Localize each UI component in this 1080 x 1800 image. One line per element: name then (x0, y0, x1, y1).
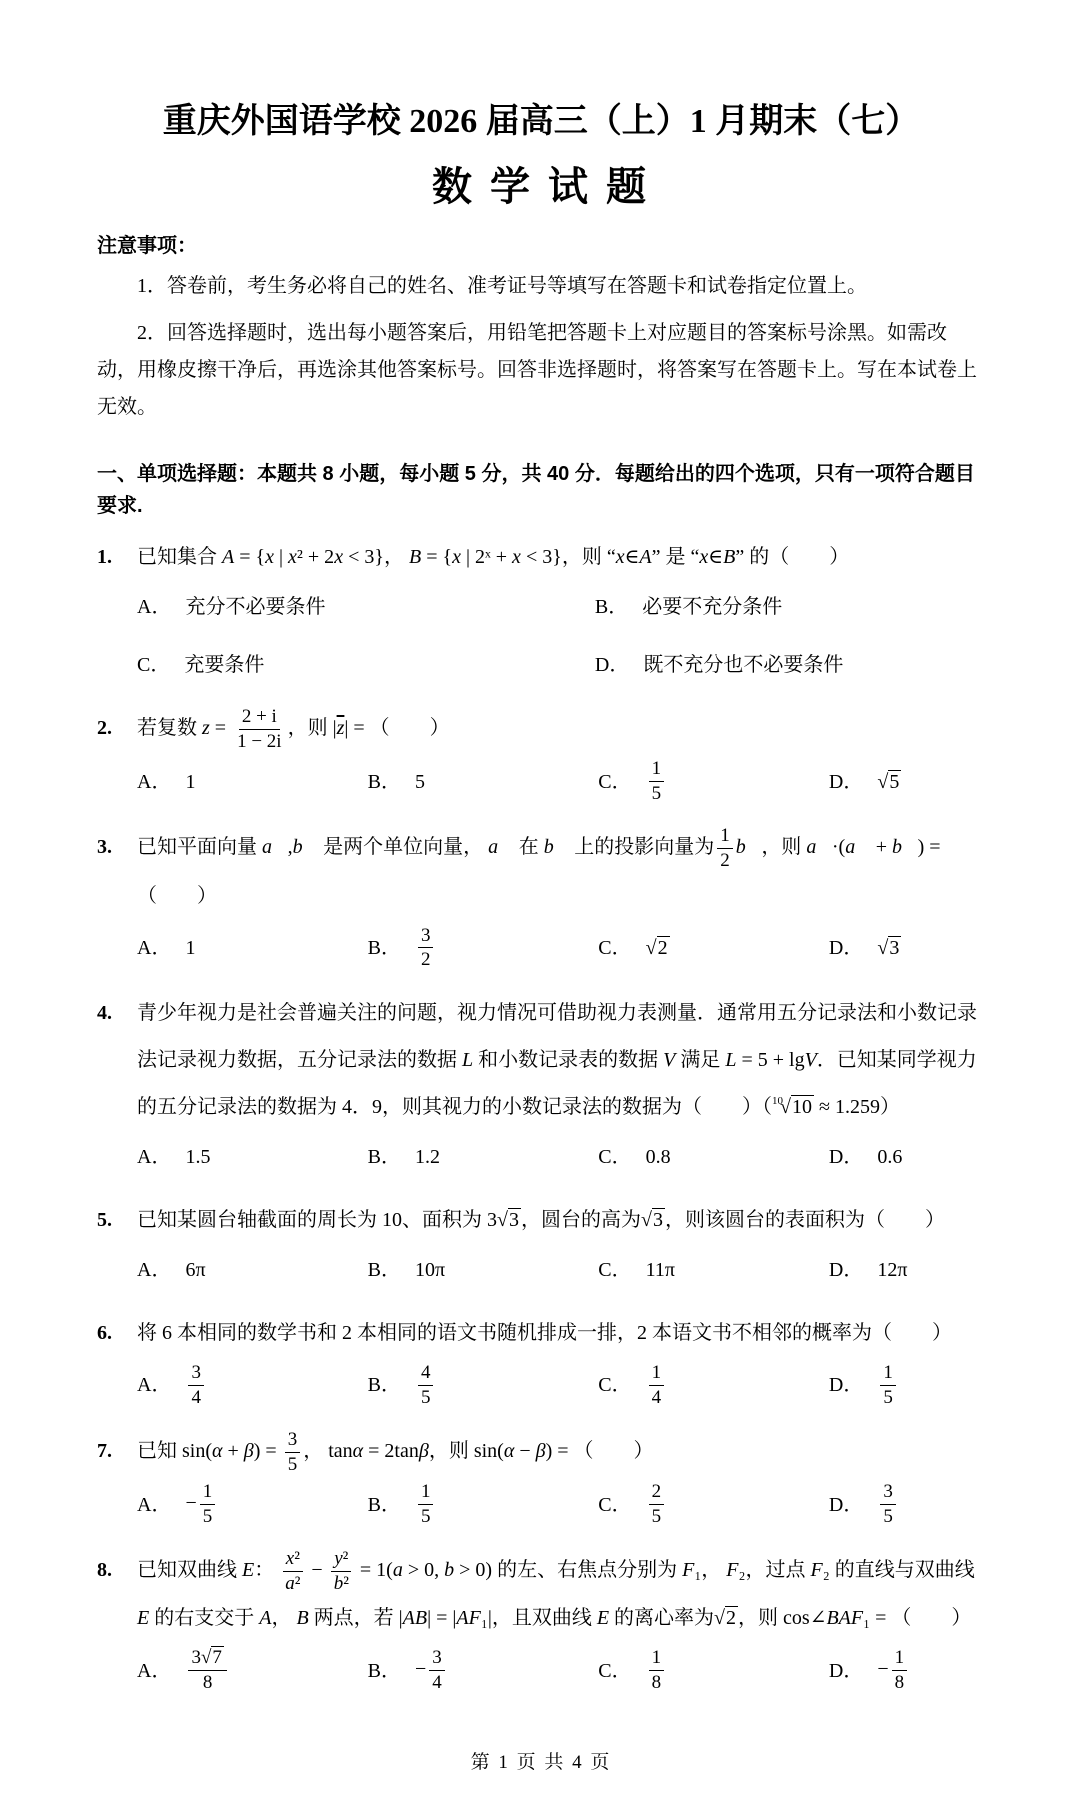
math-variable: AF (456, 1607, 481, 1630)
fraction-denominator: 4 (432, 1672, 442, 1694)
option-value (646, 1480, 668, 1529)
option-A (137, 1480, 368, 1529)
option-value (877, 926, 901, 970)
fraction-denominator: 5 (287, 1453, 298, 1475)
radical-sign: √ (877, 936, 889, 959)
option-label: C． (137, 653, 171, 676)
question-number: 7. (97, 1439, 112, 1462)
options-row (137, 1480, 985, 1529)
option-label: A． (137, 1493, 172, 1516)
option-B (368, 1135, 599, 1179)
notice-item-1: 1．答卷前，考生务必将自己的姓名、准考证号等填写在答题卡和试卷指定位置上。 (137, 274, 867, 297)
question-body (137, 534, 985, 697)
option-value: 既不充分也不必要条件 (643, 653, 844, 676)
radicand: 2 (726, 1607, 737, 1630)
fraction-numerator: 3 (880, 1480, 896, 1505)
math-variable: F (682, 1558, 695, 1581)
math-variable: α (212, 1439, 223, 1462)
fraction (649, 1646, 665, 1695)
question-2 (97, 705, 985, 816)
option-value (646, 1361, 668, 1410)
radicand: 3 (889, 936, 900, 959)
option-A (137, 1361, 368, 1410)
math-variable: E (242, 1558, 255, 1581)
option-B (368, 924, 599, 973)
radicand: 3 (652, 1209, 663, 1232)
option-A (137, 926, 368, 970)
fraction-numerator: 1 (649, 1361, 665, 1386)
option-value (415, 1361, 437, 1410)
option-label: C． (598, 1146, 632, 1169)
option-label: A． (137, 1259, 172, 1282)
option-label: D． (828, 1374, 864, 1397)
option-value: 1.2 (414, 1146, 440, 1169)
radical-sign: √ (200, 1647, 212, 1669)
math-variable: a⃗ (488, 835, 514, 858)
math-variable: a (285, 1572, 295, 1594)
option-label: C． (598, 1374, 632, 1397)
radical-index: 10 (772, 1095, 783, 1108)
radical-sign: √ (497, 1209, 508, 1232)
math-variable: V (663, 1049, 676, 1072)
math-variable: β (243, 1439, 254, 1462)
fraction-numerator: 1 (649, 1646, 665, 1671)
radical (641, 1209, 665, 1231)
fraction (418, 1361, 434, 1410)
question-8 (97, 1547, 985, 1705)
fraction (649, 1480, 665, 1529)
fraction (285, 1428, 301, 1477)
option-D (829, 1135, 985, 1179)
radical (646, 937, 670, 959)
fraction (234, 705, 285, 754)
math-variable: x (265, 545, 274, 568)
option-D (829, 1248, 985, 1292)
math-variable: β (535, 1439, 546, 1462)
question-stem: 青少年视力是社会普遍关注的问题，视力情况可借助视力表测量．通常用五分记录法和小数记录法记录视力数据，五分记录法的数据 L 和小数记录表的数据 V 满足 L = 5 + lgV．已知某同学视力的五分记录法的数据为 4．9，则其视力的小数记录法的数据为（ ）（$^{10}$√10 ≈ 1.259） (137, 990, 985, 1131)
option-C (598, 926, 829, 970)
option-value (415, 924, 437, 973)
fraction-numerator: 1 (649, 757, 665, 782)
question-number: 8. (97, 1558, 112, 1581)
fraction-numerator: 2 + i (239, 705, 280, 730)
math-variable: B (408, 545, 422, 568)
math-variable: BAF (826, 1607, 864, 1630)
fraction-denominator: 5 (420, 1506, 431, 1528)
question-body (137, 1428, 985, 1539)
math-variable: b⃗ (892, 835, 918, 858)
math-variable: A (222, 545, 235, 568)
option-A (137, 585, 595, 629)
math-variable: L (725, 1049, 737, 1072)
math-variable: a⃗ (806, 835, 832, 858)
radical (714, 1607, 738, 1629)
question-stem: 已知 sin(α + β) = $\frac{3}{5}$ ， tanα = 2tanβ，则 sin(α − β) = （ ） (137, 1428, 654, 1475)
options-row (137, 585, 985, 687)
option-value: 0.6 (877, 1146, 903, 1169)
option-value: 充分不必要条件 (185, 595, 326, 618)
fraction-denominator: 4 (651, 1386, 662, 1408)
fraction-denominator: 8 (651, 1672, 662, 1694)
math-variable: B (296, 1607, 309, 1630)
radicand: 10 (791, 1096, 812, 1119)
option-value: − $\frac{1}{8}$ (877, 1646, 910, 1695)
option-D (829, 926, 985, 970)
page-footer: 第 1 页 共 4 页 (470, 1751, 612, 1773)
fraction (418, 1480, 434, 1529)
option-label: D． (828, 936, 864, 959)
math-variable: A (639, 545, 652, 568)
option-value: 6π (185, 1259, 206, 1282)
math-variable: x (512, 545, 521, 568)
option-value (646, 757, 668, 806)
option-label: A． (137, 1146, 172, 1169)
fraction (892, 1646, 908, 1695)
radicand: 2 (657, 936, 668, 959)
math-variable: V (804, 1049, 817, 1072)
option-value (185, 1646, 229, 1695)
fraction-numerator: 1 (717, 824, 733, 849)
option-label: B． (594, 595, 629, 618)
option-label: A． (137, 1374, 172, 1397)
option-B (368, 1361, 599, 1410)
option-B (368, 1480, 599, 1529)
radical (877, 937, 901, 959)
fraction-numerator: 3 (188, 1361, 204, 1386)
math-variable: A (259, 1607, 272, 1630)
fraction-denominator: 5 (651, 1506, 662, 1528)
option-C (598, 757, 829, 806)
option-value (185, 1361, 207, 1410)
option-label: B． (367, 1146, 401, 1169)
question-number: 3. (97, 835, 112, 858)
option-value: 11π (645, 1259, 675, 1282)
radical-sign: √ (645, 936, 657, 959)
options-row (137, 1361, 985, 1410)
option-value: 0.8 (645, 1146, 671, 1169)
question-number: 1. (97, 545, 112, 568)
options-row (137, 1646, 985, 1695)
fraction-denominator: 5 (651, 783, 662, 805)
fraction-denominator: 8 (202, 1672, 213, 1694)
fraction (200, 1480, 216, 1529)
option-value (877, 1361, 899, 1410)
option-value (877, 760, 901, 804)
radical-sign: √ (877, 770, 889, 793)
option-label: B． (367, 936, 401, 959)
math-variable: F (726, 1558, 739, 1581)
math-variable: L (462, 1049, 474, 1072)
option-label: D． (594, 653, 630, 676)
option-label: D． (828, 1146, 864, 1169)
math-variable: α (352, 1439, 364, 1462)
option-D (829, 760, 985, 804)
option-B (368, 1248, 599, 1292)
fraction (429, 1646, 445, 1695)
fraction-denominator: 4 (191, 1386, 201, 1408)
question-7 (97, 1428, 985, 1539)
math-variable: α (503, 1439, 515, 1462)
option-value (646, 926, 670, 970)
options-row (137, 924, 985, 973)
option-A (137, 760, 368, 804)
fraction (717, 824, 733, 873)
fraction-denominator: 2 (420, 949, 431, 971)
question-stem: 已知集合 A = {x | x² + 2x < 3}， B = {x | 2ˣ + x < 3}，则 “x∈A” 是 “x∈B” 的（ ） (137, 545, 850, 568)
math-variable: F (810, 1558, 823, 1581)
radical (201, 1647, 224, 1668)
math-variable: E (137, 1607, 150, 1630)
question-body (137, 990, 985, 1189)
math-variable: x (285, 1547, 295, 1569)
option-label: C． (598, 770, 632, 793)
option-label: A． (137, 1659, 172, 1682)
question-number: 5. (97, 1209, 112, 1232)
option-C (598, 1646, 829, 1695)
fraction (649, 757, 665, 806)
fraction (649, 1361, 665, 1410)
option-label: C． (598, 1659, 632, 1682)
math-variable: x (452, 545, 461, 568)
math-variable: β (418, 1439, 429, 1462)
fraction-numerator: 4 (418, 1361, 434, 1386)
fraction-numerator: 3 (429, 1646, 445, 1671)
math-variable: B (723, 545, 736, 568)
radicand: 3 (508, 1209, 519, 1232)
question-stem: 已知平面向量 a⃗,b⃗ 是两个单位向量， a⃗ 在 b⃗ 上的投影向量为 $\frac{1}{2}$ b⃗，则 a⃗·(a⃗ + b⃗) = （ ） (137, 825, 941, 907)
option-A (137, 1646, 368, 1695)
fraction-denominator: b² (333, 1572, 349, 1594)
fraction (188, 1646, 226, 1695)
fraction-denominator: a² (285, 1572, 301, 1594)
question-3 (97, 824, 985, 982)
exam-subtitle: 数 学 试 题 (432, 163, 650, 209)
math-variable: AB (402, 1607, 428, 1630)
option-value: 5 (414, 770, 425, 793)
option-D (829, 1646, 985, 1695)
option-C (598, 1135, 829, 1179)
option-value: 1 (185, 936, 196, 959)
question-number: 6. (97, 1322, 112, 1345)
option-value: − $\frac{3}{4}$ (415, 1646, 448, 1695)
section-one-heading: 一、单项选择题：本题共 8 小题，每小题 5 分，共 40 分．每题给出的四个选项，只有一项符合题目要求. (97, 462, 975, 517)
radicand: 7 (212, 1647, 222, 1669)
option-label: C． (598, 1259, 632, 1282)
options-row (137, 757, 985, 806)
radical-sign: √ (640, 1209, 652, 1232)
math-variable: y (334, 1547, 343, 1569)
question-4 (97, 990, 985, 1189)
option-D (829, 1480, 985, 1529)
math-variable: b (444, 1558, 455, 1581)
options-row (137, 1135, 985, 1179)
fraction-numerator: 3 (285, 1428, 301, 1453)
question-body (137, 824, 985, 982)
fraction-denominator: 2 (720, 849, 730, 871)
question-number: 4. (97, 1002, 112, 1025)
option-label: C． (598, 936, 632, 959)
fraction-numerator: 3√7 (188, 1646, 226, 1671)
math-variable: z (202, 716, 210, 739)
option-value (877, 1480, 899, 1529)
option-C (598, 1248, 829, 1292)
fraction-numerator: 1 (892, 1646, 908, 1671)
math-variable: b⃗ (735, 835, 762, 858)
radical-sign: √ (780, 1096, 791, 1119)
math-variable: x (615, 545, 625, 568)
option-D (829, 1361, 985, 1410)
radical (877, 771, 901, 793)
math-variable: a⃗ (262, 835, 288, 858)
options-row (137, 1248, 985, 1292)
fraction-numerator: y² (331, 1547, 351, 1572)
option-B (368, 760, 599, 804)
option-label: B． (367, 1659, 401, 1682)
option-label: B． (367, 1259, 401, 1282)
math-variable: x (334, 545, 344, 568)
question-body (137, 705, 985, 816)
fraction (880, 1361, 896, 1410)
option-D (595, 643, 985, 687)
question-5 (97, 1197, 985, 1302)
option-label: A． (137, 936, 172, 959)
math-variable: b⃗ (543, 835, 570, 858)
fraction-denominator: 5 (420, 1386, 431, 1408)
option-C (137, 643, 595, 687)
question-stem: 已知双曲线 E： $\frac{\text{x²}}{\text{a²}}$ − $\frac{\text{y²}}{\text{b²}}$ = 1(a > 0, b > 0) 的左、右焦点分别为 F₁， F₂，过点 F₂ 的直线与双曲线 E 的右支交于 A， B 两点，若 |AB| = |AF₁|，且双曲线 E 的离心率为√2 ，则 cos∠BAF₁ = （ ） (137, 1547, 985, 1643)
notices-section (97, 229, 985, 426)
option-label: B． (367, 1374, 401, 1397)
fraction (282, 1547, 303, 1596)
radicand: 5 (889, 770, 900, 793)
fraction-numerator: 1 (200, 1480, 216, 1505)
option-A (137, 1135, 368, 1179)
math-variable: b⃗ (292, 835, 319, 858)
overline-variable: $\overline{z}$ (336, 716, 345, 739)
fraction (188, 1361, 204, 1410)
option-label: D． (828, 770, 864, 793)
option-B (368, 1646, 599, 1695)
notices-label: 注意事项： (97, 234, 197, 257)
question-6 (97, 1310, 985, 1420)
question-body (137, 1197, 985, 1302)
fraction-numerator: 3 (418, 924, 434, 949)
math-variable: a (392, 1558, 403, 1581)
math-variable: x (288, 545, 297, 568)
option-C (598, 1480, 829, 1529)
option-value: 充要条件 (184, 653, 265, 676)
question-number: 2. (97, 716, 112, 739)
math-variable: b (333, 1572, 344, 1594)
option-A (137, 1248, 368, 1292)
question-stem: 将 6 本相同的数学书和 2 本相同的语文书随机排成一排，2 本语文书不相邻的概率为（ ） (137, 1322, 952, 1345)
option-C (598, 1361, 829, 1410)
fraction (880, 1480, 896, 1529)
notice-item-2: 2．回答选择题时，选出每小题答案后，用铅笔把答题卡上对应题目的答案标号涂黑。如需改动，用橡皮擦干净后，再选涂其他答案标号。回答非选择题时，将答案写在答题卡上。写在本试卷上无效。 (97, 321, 977, 418)
option-label: B． (367, 770, 401, 793)
option-label: A． (137, 770, 172, 793)
fraction-numerator: 1 (880, 1361, 896, 1386)
fraction (331, 1547, 352, 1596)
option-value (415, 1480, 437, 1529)
radical-sign: √ (714, 1607, 726, 1630)
fraction-denominator: 1 − 2i (237, 730, 282, 752)
option-B (595, 585, 985, 629)
math-variable: x (699, 545, 709, 568)
fraction-numerator: x² (283, 1547, 303, 1572)
option-value: 12π (877, 1259, 908, 1282)
option-value: − $\frac{1}{5}$ (185, 1480, 218, 1529)
math-variable: E (596, 1607, 610, 1630)
option-label: D． (828, 1259, 864, 1282)
fraction-denominator: 8 (894, 1672, 905, 1694)
question-stem: 已知某圆台轴截面的周长为 10、面积为 3√3 ，圆台的高为√3 ，则该圆台的表面积为（ ） (137, 1197, 985, 1244)
question-body (137, 1310, 985, 1420)
option-label: C． (598, 1493, 632, 1516)
exam-title: 重庆外国语学校 2026 届高三（上）1 月期末（七） (162, 103, 920, 140)
question-list (97, 534, 985, 1705)
radical (497, 1209, 521, 1231)
fraction-numerator: 2 (649, 1480, 665, 1505)
option-label: D． (828, 1493, 864, 1516)
math-variable: a⃗ (845, 835, 871, 858)
question-body (137, 1547, 985, 1705)
fraction-denominator: 5 (883, 1386, 893, 1408)
option-value: 10π (414, 1259, 446, 1282)
question-1 (97, 534, 985, 697)
radical (772, 1096, 814, 1118)
option-value: 1 (185, 770, 196, 793)
fraction-denominator: 5 (883, 1506, 893, 1528)
option-value (646, 1646, 668, 1695)
fraction (418, 924, 434, 973)
fraction-numerator: 1 (418, 1480, 434, 1505)
question-stem: 若复数 z = $\frac{2 + i}{1 - 2i}$ ，则 $|\overline{z}|$ = （ ） (137, 705, 450, 752)
option-value: 必要不充分条件 (642, 595, 783, 618)
option-label: B． (367, 1493, 401, 1516)
option-label: D． (828, 1659, 864, 1682)
fraction-denominator: 5 (202, 1506, 213, 1528)
option-value: 1.5 (185, 1146, 211, 1169)
option-label: A． (137, 595, 172, 618)
